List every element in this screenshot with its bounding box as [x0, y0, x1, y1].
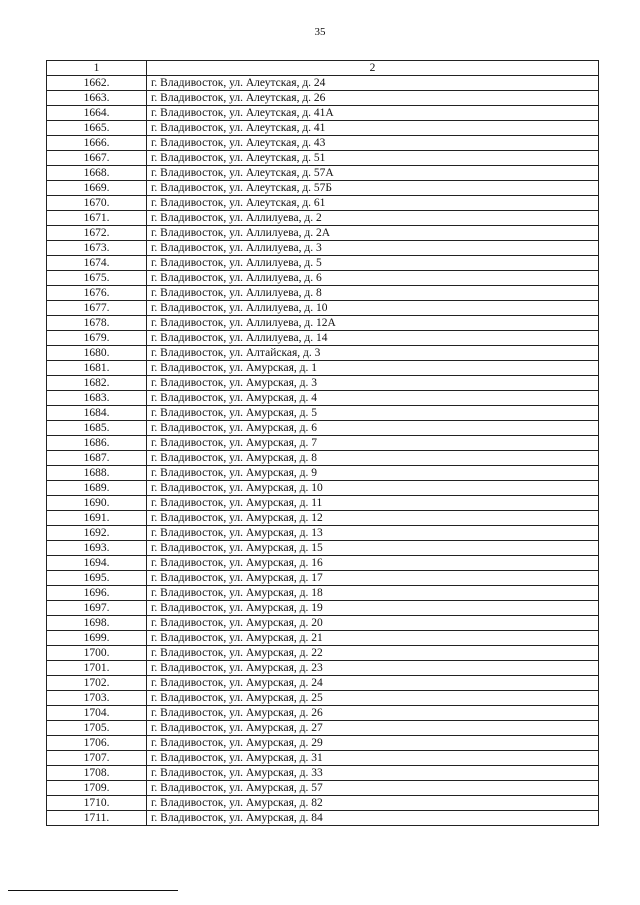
table-row: [47, 496, 599, 511]
table-row: [47, 676, 599, 691]
address-cell: г. Владивосток, ул. Амурская, д. 5: [147, 406, 599, 421]
address-cell: г. Владивосток, ул. Амурская, д. 31: [147, 751, 599, 766]
row-number-cell: 1710.: [47, 796, 147, 811]
row-number-cell: 1701.: [47, 661, 147, 676]
row-number-cell: 1677.: [47, 301, 147, 316]
row-number-cell: 1680.: [47, 346, 147, 361]
table-row: [47, 631, 599, 646]
address-cell: г. Владивосток, ул. Алеутская, д. 57А: [147, 166, 599, 181]
table-row: [47, 211, 599, 226]
row-number-cell: 1686.: [47, 436, 147, 451]
table-row: [47, 406, 599, 421]
row-number-cell: 1682.: [47, 376, 147, 391]
table-row: [47, 616, 599, 631]
row-number-cell: 1675.: [47, 271, 147, 286]
row-number-cell: 1684.: [47, 406, 147, 421]
row-number-cell: 1695.: [47, 571, 147, 586]
table-row: [47, 586, 599, 601]
table-row: [47, 271, 599, 286]
row-number-cell: 1697.: [47, 601, 147, 616]
table-row: [47, 766, 599, 781]
address-cell: г. Владивосток, ул. Амурская, д. 19: [147, 601, 599, 616]
table-row: [47, 601, 599, 616]
table-row: [47, 736, 599, 751]
row-number-cell: 1703.: [47, 691, 147, 706]
table-row: [47, 706, 599, 721]
table-row: [47, 526, 599, 541]
table-row: [47, 226, 599, 241]
address-cell: г. Владивосток, ул. Амурская, д. 9: [147, 466, 599, 481]
table-row: [47, 286, 599, 301]
address-cell: г. Владивосток, ул. Аллилуева, д. 10: [147, 301, 599, 316]
row-number-cell: 1664.: [47, 106, 147, 121]
row-number-cell: 1699.: [47, 631, 147, 646]
address-cell: г. Владивосток, ул. Амурская, д. 6: [147, 421, 599, 436]
page-number: 35: [314, 26, 326, 38]
address-cell: г. Владивосток, ул. Амурская, д. 16: [147, 556, 599, 571]
row-number-cell: 1702.: [47, 676, 147, 691]
address-cell: г. Владивосток, ул. Амурская, д. 27: [147, 721, 599, 736]
table-row: [47, 331, 599, 346]
row-number-cell: 1707.: [47, 751, 147, 766]
row-number-cell: 1687.: [47, 451, 147, 466]
row-number-cell: 1669.: [47, 181, 147, 196]
table-row: [47, 256, 599, 271]
table-row: [47, 811, 599, 826]
address-cell: г. Владивосток, ул. Алеутская, д. 51: [147, 151, 599, 166]
address-cell: г. Владивосток, ул. Амурская, д. 24: [147, 676, 599, 691]
table-row: [47, 151, 599, 166]
table-row: [47, 571, 599, 586]
address-cell: г. Владивосток, ул. Алеутская, д. 41А: [147, 106, 599, 121]
address-cell: г. Владивосток, ул. Алтайская, д. 3: [147, 346, 599, 361]
address-cell: г. Владивосток, ул. Амурская, д. 3: [147, 376, 599, 391]
address-cell: г. Владивосток, ул. Алеутская, д. 43: [147, 136, 599, 151]
address-cell: г. Владивосток, ул. Алеутская, д. 26: [147, 91, 599, 106]
table-row: [47, 361, 599, 376]
row-number-cell: 1671.: [47, 211, 147, 226]
footnote-rule: [8, 890, 178, 891]
row-number-cell: 1670.: [47, 196, 147, 211]
row-number-cell: 1678.: [47, 316, 147, 331]
row-number-cell: 1667.: [47, 151, 147, 166]
table-row: [47, 661, 599, 676]
address-cell: г. Владивосток, ул. Амурская, д. 21: [147, 631, 599, 646]
table-body: [47, 76, 599, 826]
address-cell: г. Владивосток, ул. Амурская, д. 7: [147, 436, 599, 451]
address-cell: г. Владивосток, ул. Амурская, д. 17: [147, 571, 599, 586]
row-number-cell: 1676.: [47, 286, 147, 301]
address-cell: г. Владивосток, ул. Аллилуева, д. 6: [147, 271, 599, 286]
table-row: [47, 196, 599, 211]
table-row: [47, 691, 599, 706]
table-row: [47, 316, 599, 331]
table-row: [47, 796, 599, 811]
address-cell: г. Владивосток, ул. Амурская, д. 23: [147, 661, 599, 676]
row-number-cell: 1668.: [47, 166, 147, 181]
address-cell: г. Владивосток, ул. Амурская, д. 10: [147, 481, 599, 496]
address-cell: г. Владивосток, ул. Аллилуева, д. 2А: [147, 226, 599, 241]
row-number-cell: 1711.: [47, 811, 147, 826]
table-row: [47, 451, 599, 466]
row-number-cell: 1690.: [47, 496, 147, 511]
table-row: [47, 556, 599, 571]
address-cell: г. Владивосток, ул. Амурская, д. 22: [147, 646, 599, 661]
address-cell: г. Владивосток, ул. Амурская, д. 29: [147, 736, 599, 751]
row-number-cell: 1694.: [47, 556, 147, 571]
row-number-cell: 1681.: [47, 361, 147, 376]
row-number-cell: 1692.: [47, 526, 147, 541]
row-number-cell: 1685.: [47, 421, 147, 436]
table-row: [47, 241, 599, 256]
row-number-cell: 1683.: [47, 391, 147, 406]
address-cell: г. Владивосток, ул. Алеутская, д. 41: [147, 121, 599, 136]
column-header-number: 1: [47, 61, 147, 76]
table-row: [47, 391, 599, 406]
row-number-cell: 1698.: [47, 616, 147, 631]
address-cell: г. Владивосток, ул. Аллилуева, д. 5: [147, 256, 599, 271]
row-number-cell: 1696.: [47, 586, 147, 601]
table-row: [47, 181, 599, 196]
address-cell: г. Владивосток, ул. Амурская, д. 13: [147, 526, 599, 541]
address-cell: г. Владивосток, ул. Амурская, д. 4: [147, 391, 599, 406]
table-row: [47, 466, 599, 481]
row-number-cell: 1662.: [47, 76, 147, 91]
address-cell: г. Владивосток, ул. Аллилуева, д. 2: [147, 211, 599, 226]
table-row: [47, 421, 599, 436]
row-number-cell: 1704.: [47, 706, 147, 721]
row-number-cell: 1709.: [47, 781, 147, 796]
address-cell: г. Владивосток, ул. Амурская, д. 57: [147, 781, 599, 796]
address-cell: г. Владивосток, ул. Амурская, д. 8: [147, 451, 599, 466]
table-row: [47, 781, 599, 796]
address-cell: г. Владивосток, ул. Амурская, д. 1: [147, 361, 599, 376]
column-header-address: 2: [147, 61, 599, 76]
address-cell: г. Владивосток, ул. Амурская, д. 25: [147, 691, 599, 706]
table-row: [47, 91, 599, 106]
address-cell: г. Владивосток, ул. Амурская, д. 82: [147, 796, 599, 811]
address-cell: г. Владивосток, ул. Аллилуева, д. 14: [147, 331, 599, 346]
table-row: [47, 481, 599, 496]
table-row: [47, 646, 599, 661]
table-row: [47, 721, 599, 736]
row-number-cell: 1706.: [47, 736, 147, 751]
address-cell: г. Владивосток, ул. Амурская, д. 84: [147, 811, 599, 826]
address-cell: г. Владивосток, ул. Амурская, д. 12: [147, 511, 599, 526]
address-cell: г. Владивосток, ул. Аллилуева, д. 8: [147, 286, 599, 301]
address-cell: г. Владивосток, ул. Амурская, д. 33: [147, 766, 599, 781]
row-number-cell: 1679.: [47, 331, 147, 346]
address-cell: г. Владивосток, ул. Амурская, д. 11: [147, 496, 599, 511]
table-row: [47, 166, 599, 181]
address-cell: г. Владивосток, ул. Амурская, д. 18: [147, 586, 599, 601]
address-cell: г. Владивосток, ул. Алеутская, д. 57Б: [147, 181, 599, 196]
table-row: [47, 751, 599, 766]
table-header: [47, 61, 599, 76]
table-row: [47, 76, 599, 91]
row-number-cell: 1674.: [47, 256, 147, 271]
table-row: [47, 511, 599, 526]
table-row: [47, 136, 599, 151]
row-number-cell: 1663.: [47, 91, 147, 106]
address-cell: г. Владивосток, ул. Аллилуева, д. 3: [147, 241, 599, 256]
header-row: [47, 61, 599, 76]
row-number-cell: 1672.: [47, 226, 147, 241]
address-cell: г. Владивосток, ул. Амурская, д. 26: [147, 706, 599, 721]
row-number-cell: 1708.: [47, 766, 147, 781]
row-number-cell: 1688.: [47, 466, 147, 481]
table-row: [47, 376, 599, 391]
address-cell: г. Владивосток, ул. Алеутская, д. 24: [147, 76, 599, 91]
address-table: [46, 60, 599, 826]
row-number-cell: 1691.: [47, 511, 147, 526]
address-cell: г. Владивосток, ул. Амурская, д. 15: [147, 541, 599, 556]
table-row: [47, 541, 599, 556]
row-number-cell: 1665.: [47, 121, 147, 136]
row-number-cell: 1700.: [47, 646, 147, 661]
table-row: [47, 121, 599, 136]
row-number-cell: 1693.: [47, 541, 147, 556]
row-number-cell: 1705.: [47, 721, 147, 736]
table-row: [47, 346, 599, 361]
row-number-cell: 1689.: [47, 481, 147, 496]
row-number-cell: 1673.: [47, 241, 147, 256]
row-number-cell: 1666.: [47, 136, 147, 151]
address-cell: г. Владивосток, ул. Аллилуева, д. 12А: [147, 316, 599, 331]
table-row: [47, 301, 599, 316]
table-row: [47, 106, 599, 121]
address-cell: г. Владивосток, ул. Амурская, д. 20: [147, 616, 599, 631]
address-cell: г. Владивосток, ул. Алеутская, д. 61: [147, 196, 599, 211]
table-row: [47, 436, 599, 451]
